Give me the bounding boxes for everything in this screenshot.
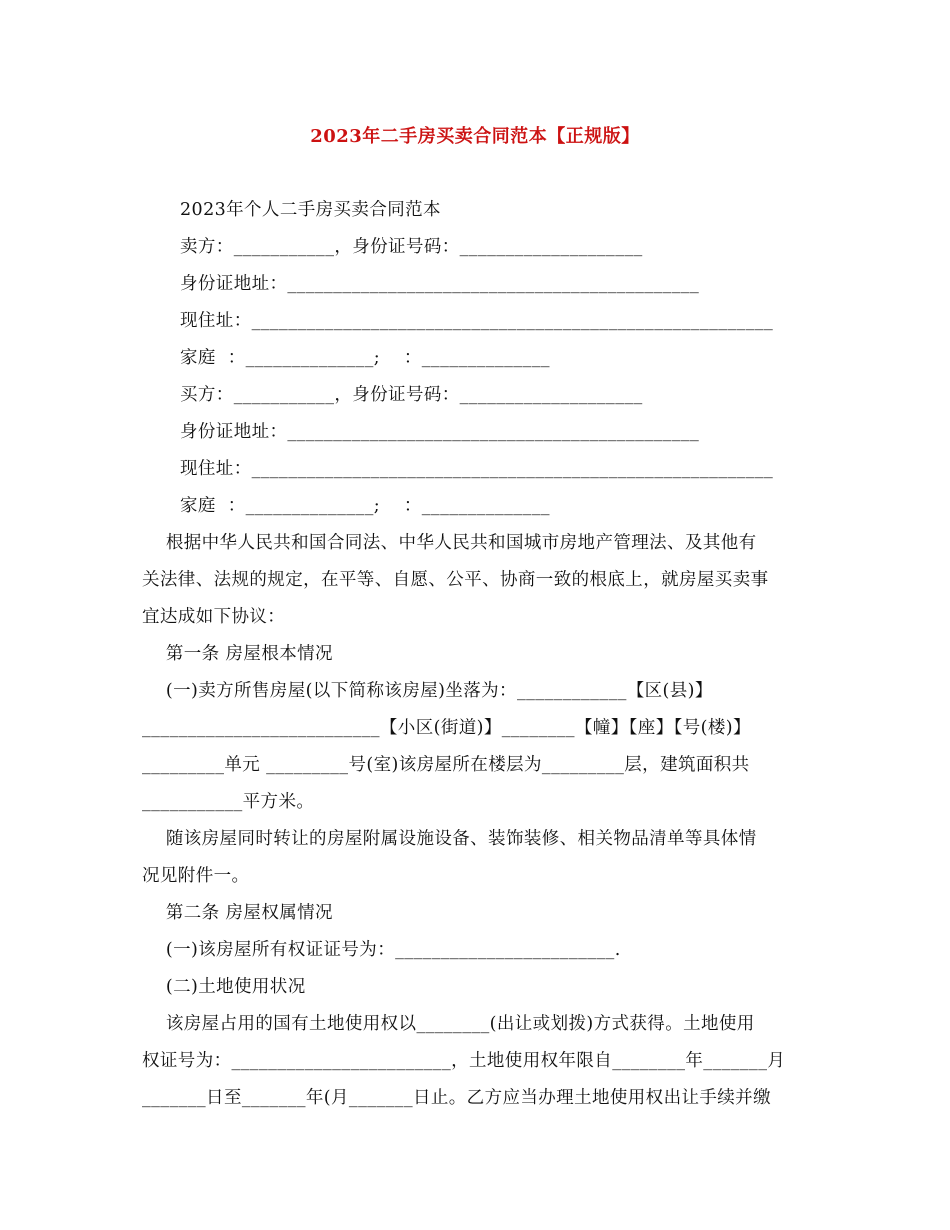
body-line: 关法律、法规的规定，在平等、自愿、公平、协商一致的根底上，就房屋买卖事 (142, 570, 769, 590)
body-line: 随该房屋同时转让的房屋附属设施设备、装饰装修、相关物品清单等具体情 (142, 829, 757, 849)
body-line: ___________平方米。 (142, 792, 315, 812)
body-line: 宜达成如下协议： (142, 607, 286, 627)
body-line: 该房屋占用的国有土地使用权以________(出让或划拨)方式获得。土地使用 (142, 1014, 755, 1034)
seller-family-line: 家庭 ：______________; ：______________ (180, 348, 550, 368)
article-1-heading: 第一条 房屋根本情况 (142, 644, 333, 664)
body-line: (一)该房屋所有权证证号为：________________________. (142, 940, 621, 960)
body-line: (二)土地使用状况 (142, 977, 306, 997)
buyer-line: 买方：___________，身份证号码：____________________ (180, 385, 643, 405)
article-2-heading: 第二条 房屋权属情况 (142, 903, 333, 923)
seller-id-address-line: 身份证地址：_____________________________________________ (180, 274, 700, 294)
buyer-family-line: 家庭 ：______________; ：______________ (180, 496, 550, 516)
body-line: 权证号为：________________________，土地使用权年限自________年_______月 (142, 1051, 786, 1071)
subtitle-line: 2023年个人二手房买卖合同范本 (180, 200, 441, 220)
body-line: 根据中华人民共和国合同法、中华人民共和国城市房地产管理法、及其他有 (142, 533, 757, 553)
buyer-current-address-line: 现住址：_________________________________________________________ (180, 459, 774, 479)
body-line: _________单元 _________号(室)该房屋所在楼层为_________层，建筑面积共 (142, 755, 750, 775)
body-line: _______日至_______年(月_______日止。乙方应当办理土地使用权出让手续并缴 (142, 1088, 771, 1108)
body-line: __________________________【小区(街道)】________【幢】【座】【号(楼)】 (142, 718, 751, 738)
document-title: 2023年二手房买卖合同范本【正规版】 (310, 126, 640, 147)
seller-current-address-line: 现住址：_________________________________________________________ (180, 311, 774, 331)
body-line: (一)卖方所售房屋(以下简称该房屋)坐落为：____________【区(县)】 (142, 681, 713, 701)
buyer-id-address-line: 身份证地址：_____________________________________________ (180, 422, 700, 442)
seller-line: 卖方：___________，身份证号码：____________________ (180, 237, 643, 257)
body-line: 况见附件一。 (142, 866, 250, 886)
